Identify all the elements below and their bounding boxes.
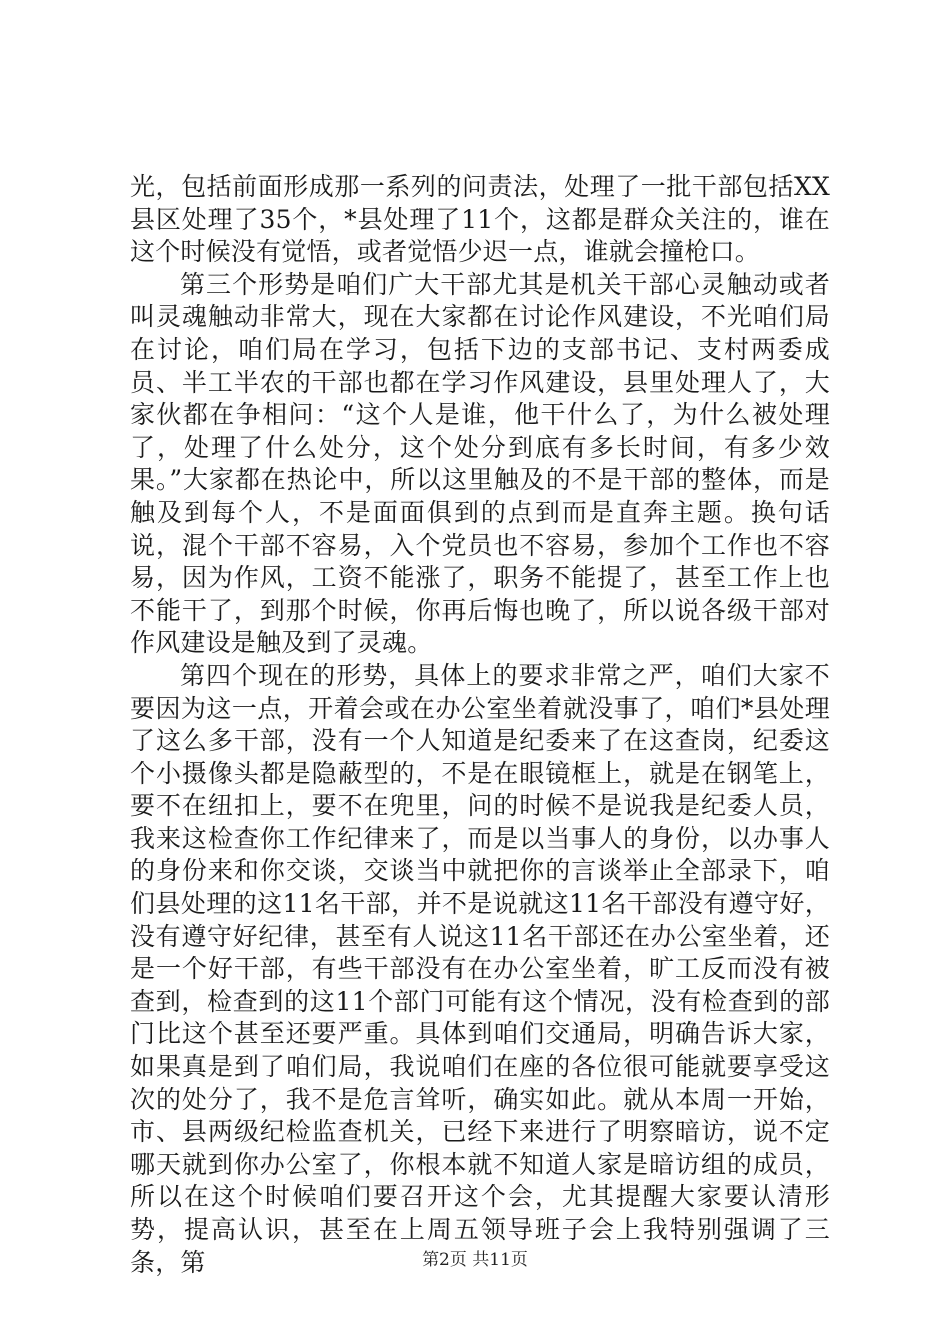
page-footer	[0, 1245, 950, 1270]
body-text	[130, 171, 830, 1279]
page-number-label: 第2页 共11页	[422, 1250, 528, 1270]
paragraph-third-situation: 第三个形势是咱们广大干部尤其是机关干部心灵触动或者叫灵魂触动非常大，现在大家都在讨论作风建设，不光咱们局在讨论，咱们局在学习，包括下边的支部书记、支村两委成员、半工半农的干部也都在学习作风建设，县里处理人了，大家伙都在争相问：“这个人是谁，他干什么了，为什么被处理了，处理了什么处分，这个处分到底有多长时间，有多少效果。”大家都在热论中，所以这里触及的不是干部的整体，而是触及到每个人，不是面面俱到的点到而是直奔主题。换句话说，混个干部不容易，入个党员也不容易，参加个工作也不容易，因为作风，工资不能涨了，职务不能提了，甚至工作上也不能干了，到那个时候，你再后悔也晚了，所以说各级干部对作风建设是触及到了灵魂。	[130, 269, 830, 658]
paragraph-continuation: 光，包括前面形成那一系列的问责法，处理了一批干部包括XX县区处理了35个，*县处理了11个，这都是群众关注的，谁在这个时候没有觉悟，或者觉悟少迟一点，谁就会撞枪口。	[130, 172, 830, 267]
paragraph-fourth-situation: 第四个现在的形势，具体上的要求非常之严，咱们大家不要因为这一点，开着会或在办公室坐着就没事了，咱们*县处理了这么多干部，没有一个人知道是纪委来了在这查岗，纪委这个小摄像头都是隐蔽型的，不是在眼镜框上，就是在钢笔上，要不在纽扣上，要不在兜里，问的时候不是说我是纪委人员，我来这检查你工作纪律来了，而是以当事人的身份，以办事人的身份来和你交谈，交谈当中就把你的言谈举止全部录下，咱们县处理的这11名干部，并不是说就这11名干部没有遵守好，没有遵守好纪律，甚至有人说这11名干部还在办公室坐着，还是一个好干部，有些干部没有在办公室坐着，旷工反而没有被查到，检查到的这11个部门可能有这个情况，没有检查到的部门比这个甚至还要严重。具体到咱们交通局，明确告诉大家，如果真是到了咱们局，我说咱们在座的各位很可能就要享受这次的处分了，我不是危言耸听，确实如此。就从本周一开始，市、县两级纪检监查机关，已经下来进行了明察暗访，说不定哪天就到你办公室了，你根本就不知道人家是暗访组的成员，所以在这个时候咱们要召开这个会，尤其提醒大家要认清形势，提高认识，甚至在上周五领导班子会上我特别强调了三条，第	[130, 660, 830, 1277]
